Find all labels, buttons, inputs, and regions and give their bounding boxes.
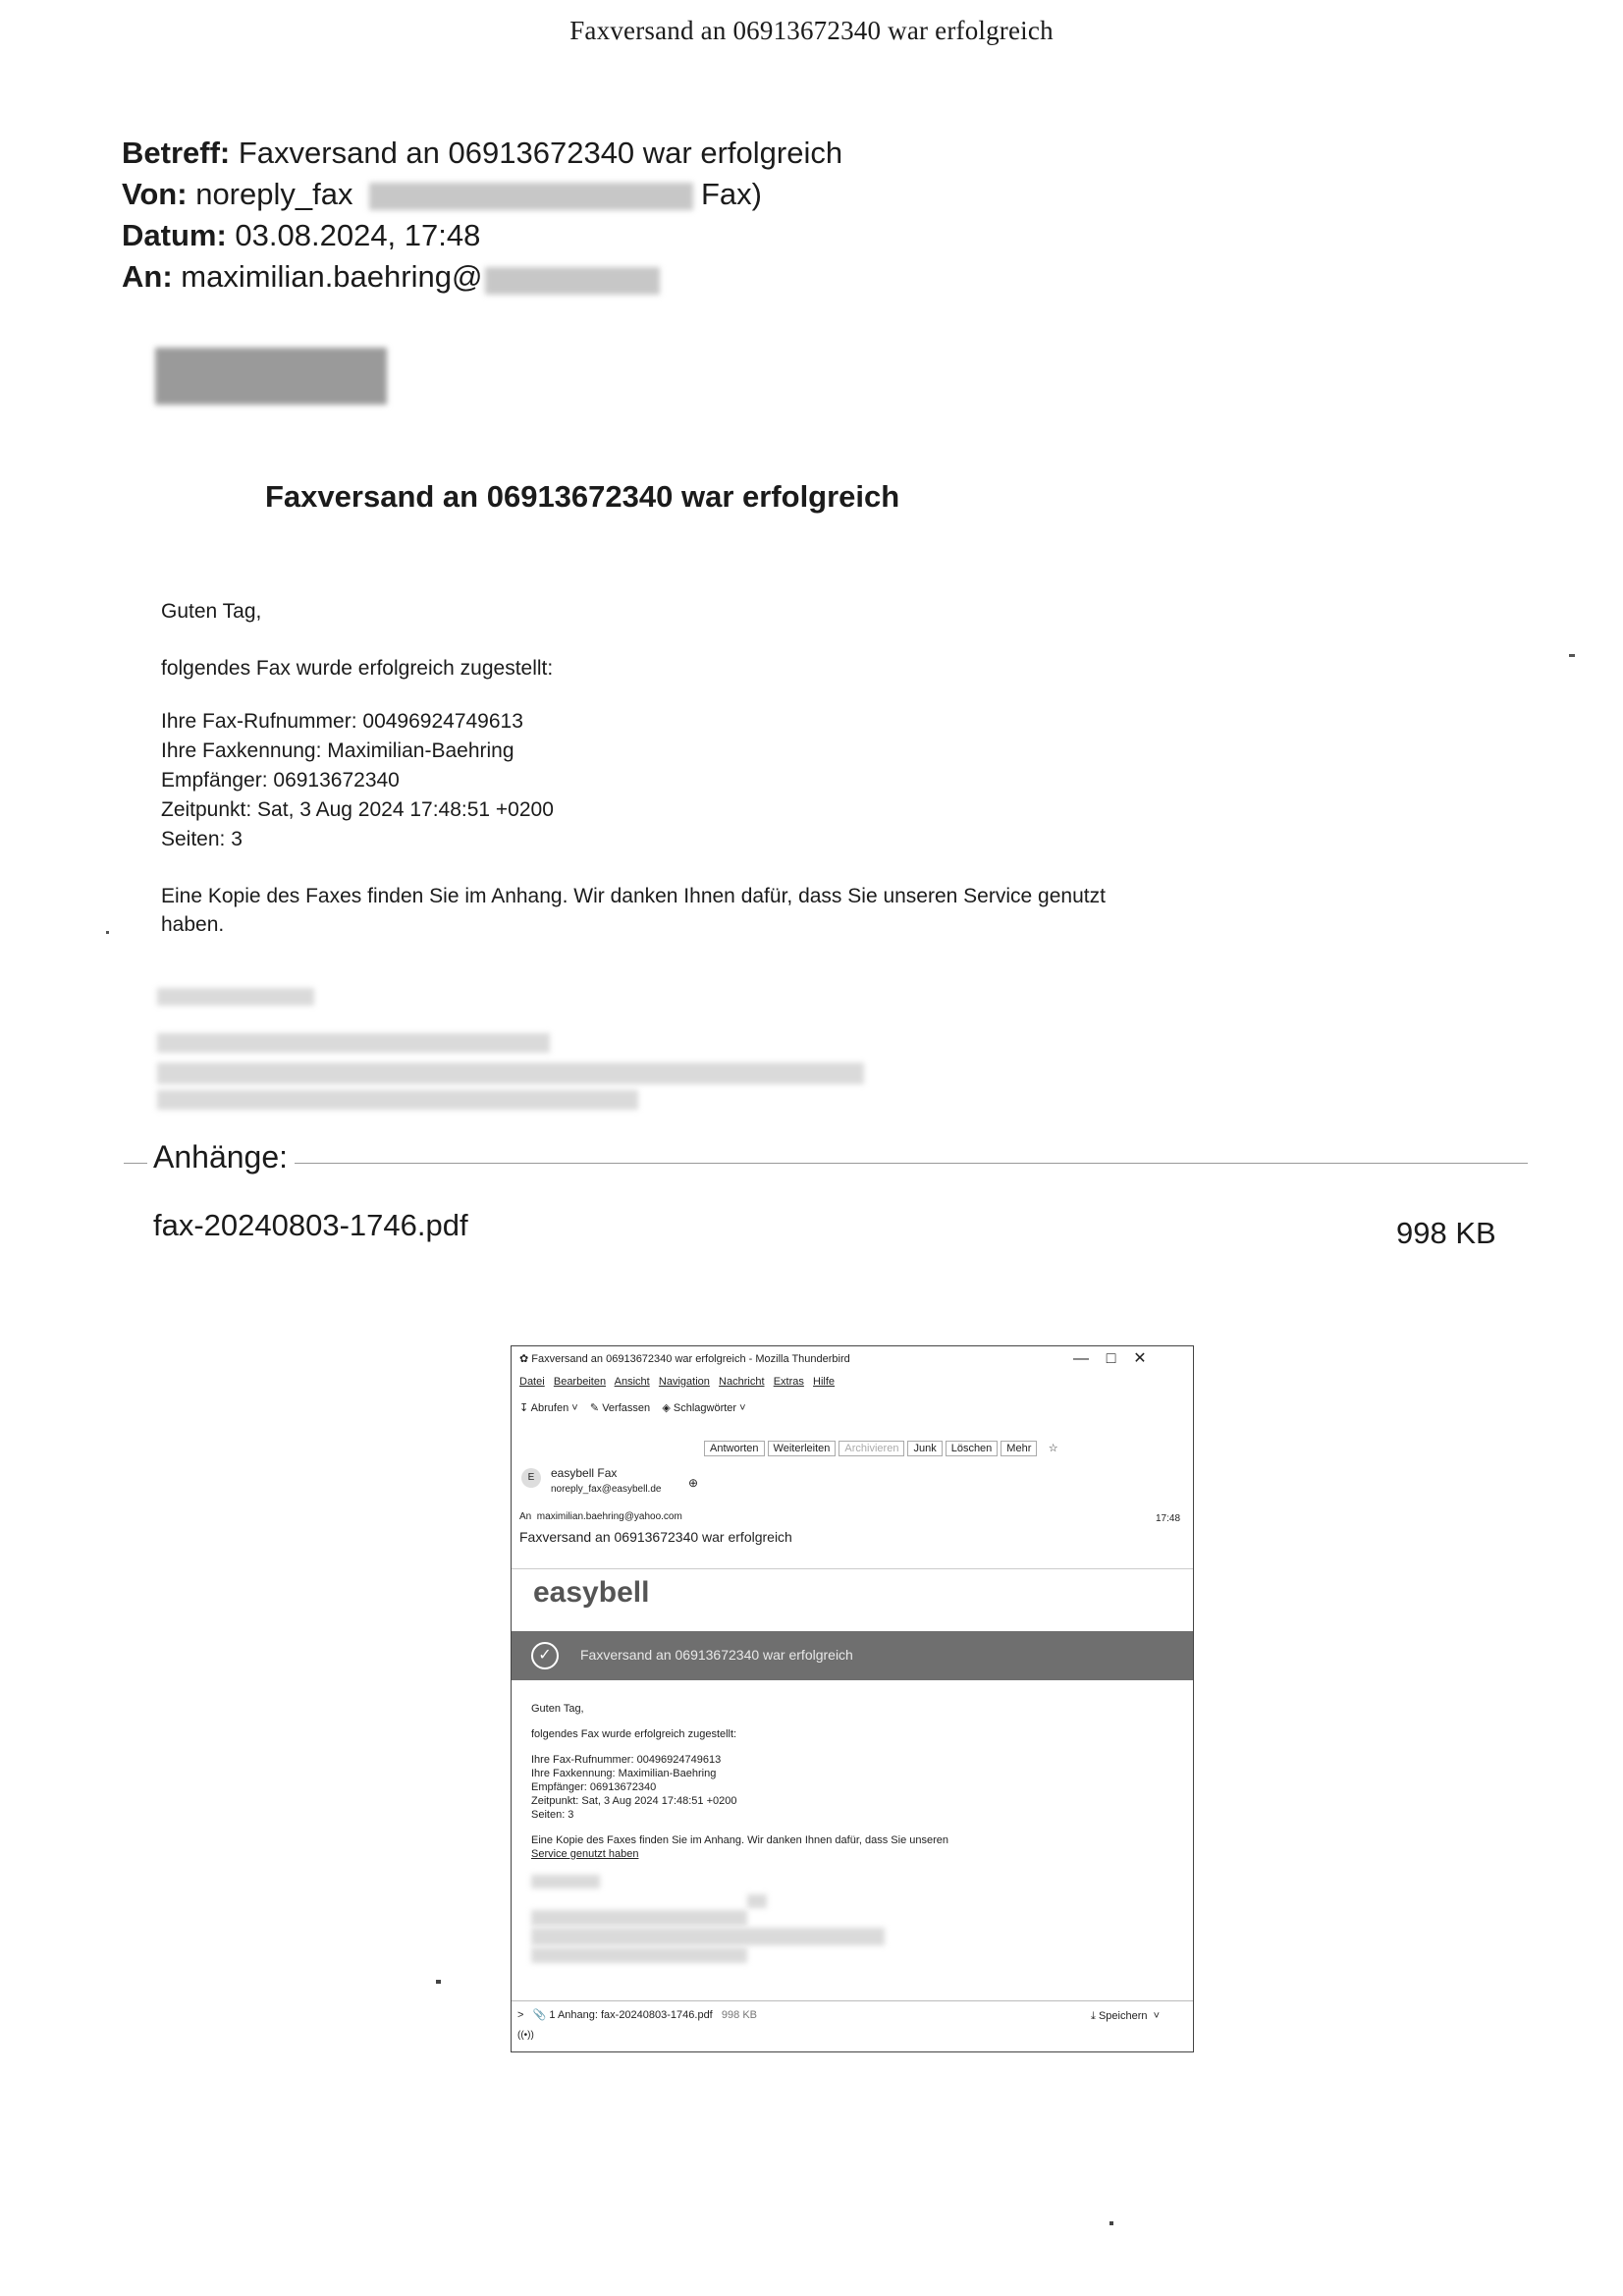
- subject-label: Betreff:: [122, 136, 231, 170]
- tb-redacted-3: [531, 1910, 747, 1926]
- to-value: maximilian.baehring@: [181, 259, 483, 294]
- from-value: noreply_fax: [195, 177, 353, 211]
- tb-window-title: Faxversand an 06913672340 war erfolgreich - Mozilla Thunderbird: [531, 1353, 850, 1365]
- tb-divider: [512, 1568, 1193, 1569]
- tb-attachment-size: 998 KB: [721, 2009, 758, 2021]
- tb-timestamp: Zeitpunkt: Sat, 3 Aug 2024 17:48:51 +0200: [531, 1795, 737, 1807]
- tb-recipient: Empfänger: 06913672340: [531, 1781, 657, 1793]
- tb-closing-1: Eine Kopie des Faxes finden Sie im Anhang. Wir danken Ihnen dafür, dass Sie unseren: [531, 1834, 948, 1846]
- menu-bearbeiten[interactable]: Bearbeiten: [553, 1376, 607, 1388]
- attachment-file-size: 998 KB: [1396, 1216, 1496, 1250]
- thunderbird-icon: ✿: [519, 1353, 529, 1365]
- tb-greeting: Guten Tag,: [531, 1703, 584, 1715]
- menu-datei[interactable]: Datei: [519, 1376, 545, 1388]
- from-label: Von:: [122, 177, 188, 211]
- redacted-from: [369, 183, 693, 210]
- date-label: Datum:: [122, 218, 227, 252]
- fax-id-line: Ihre Faxkennung: Maximilian-Baehring: [161, 739, 514, 762]
- from-header: [122, 175, 352, 214]
- fetch-icon: ↧: [519, 1402, 529, 1414]
- redacted-signature-3: [157, 1063, 864, 1084]
- subject-header: [122, 134, 842, 173]
- tb-redacted-1: [531, 1875, 600, 1888]
- tb-easybell-logo: easybell: [533, 1576, 650, 1609]
- scan-speck: [106, 931, 109, 934]
- mail-heading: Faxversand an 06913672340 war erfolgreich: [265, 479, 900, 514]
- timestamp-line: Zeitpunkt: Sat, 3 Aug 2024 17:48:51 +0200: [161, 798, 554, 821]
- recipient-line: Empfänger: 06913672340: [161, 769, 400, 792]
- page-title: Faxversand an 06913672340 war erfolgreich: [569, 16, 1054, 45]
- tb-save-button[interactable]: Speichern: [1098, 2010, 1148, 2022]
- attachments-divider: [124, 1163, 1528, 1164]
- pencil-icon: ✎: [589, 1402, 600, 1414]
- menu-ansicht[interactable]: Ansicht: [614, 1376, 650, 1388]
- intro-line: folgendes Fax wurde erfolgreich zugestellt:: [161, 657, 554, 680]
- tb-pages: Seiten: 3: [531, 1809, 574, 1821]
- redacted-logo: [155, 348, 387, 405]
- compose-button[interactable]: Verfassen: [602, 1402, 651, 1414]
- checkmark-icon: ✓: [531, 1642, 559, 1669]
- add-contact-icon[interactable]: ⊕: [688, 1476, 699, 1490]
- greeting: Guten Tag,: [161, 600, 262, 623]
- to-label: An:: [122, 259, 173, 294]
- minimize-icon[interactable]: —: [1073, 1350, 1089, 1367]
- date-header: [122, 216, 480, 255]
- tb-attachment-label[interactable]: 1 Anhang: fax-20240803-1746.pdf: [549, 2009, 713, 2021]
- activity-icon[interactable]: ((•)): [517, 2030, 534, 2041]
- download-icon: ⤓: [1091, 2010, 1096, 2022]
- tb-save-control[interactable]: ⤓ Speichern ˅: [1091, 2010, 1161, 2022]
- redacted-signature-1: [157, 988, 314, 1006]
- delete-button[interactable]: Löschen: [946, 1441, 999, 1456]
- redacted-signature-2: [157, 1033, 550, 1053]
- tb-sender-name[interactable]: easybell Fax: [551, 1466, 618, 1480]
- tb-time: 17:48: [1156, 1513, 1181, 1524]
- tags-button[interactable]: Schlagwörter: [673, 1402, 737, 1414]
- forward-button[interactable]: Weiterleiten: [768, 1441, 837, 1456]
- redacted-signature-4: [157, 1090, 638, 1110]
- tb-subject: Faxversand an 06913672340 war erfolgreich: [519, 1529, 792, 1545]
- pages-line: Seiten: 3: [161, 828, 243, 850]
- tb-main-toolbar: ↧ Abrufen ˅ ✎ Verfassen ◈ Schlagwörter ˅: [519, 1402, 746, 1414]
- fetch-button[interactable]: Abrufen: [530, 1402, 569, 1414]
- scan-speck: [1569, 654, 1575, 657]
- more-button[interactable]: Mehr: [1001, 1441, 1037, 1456]
- attachments-title: Anhänge:: [153, 1139, 289, 1175]
- tb-intro: folgendes Fax wurde erfolgreich zugestellt:: [531, 1728, 737, 1740]
- archive-button[interactable]: Archivieren: [839, 1441, 904, 1456]
- tb-closing-2: Service genutzt haben: [531, 1848, 639, 1860]
- tag-icon: ◈: [662, 1402, 671, 1414]
- menu-nachricht[interactable]: Nachricht: [719, 1376, 765, 1388]
- tb-to-email[interactable]: maximilian.baehring@yahoo.com: [536, 1511, 682, 1522]
- tb-sender-email[interactable]: noreply_fax@easybell.de: [551, 1484, 662, 1495]
- tb-attachment-bar: [512, 2000, 1193, 2001]
- tb-to-row: [519, 1511, 682, 1522]
- maximize-icon[interactable]: □: [1106, 1350, 1116, 1367]
- tb-redacted-2: [747, 1894, 767, 1908]
- attachment-file-name[interactable]: fax-20240803-1746.pdf: [153, 1208, 468, 1242]
- menu-navigation[interactable]: Navigation: [658, 1376, 710, 1388]
- subject-value: Faxversand an 06913672340 war erfolgreich: [238, 136, 843, 170]
- redacted-to: [485, 267, 660, 295]
- chevron-right-icon[interactable]: >: [517, 2009, 524, 2021]
- thunderbird-screenshot: [511, 1345, 1194, 2052]
- tb-to-label: An: [519, 1511, 532, 1522]
- tb-message-actions: [704, 1441, 1066, 1456]
- from-value-end: Fax): [701, 177, 762, 211]
- avatar: E: [521, 1468, 541, 1488]
- date-value: 03.08.2024, 17:48: [235, 218, 481, 252]
- scan-speck: [436, 1980, 441, 1984]
- tb-fax-number: Ihre Fax-Rufnummer: 00496924749613: [531, 1754, 722, 1766]
- junk-button[interactable]: Junk: [907, 1441, 942, 1456]
- scan-speck: [1109, 2221, 1113, 2225]
- tb-banner-text: Faxversand an 06913672340 war erfolgreich: [580, 1647, 853, 1663]
- star-icon[interactable]: ☆: [1048, 1443, 1058, 1454]
- tb-title-bar: [519, 1352, 850, 1365]
- tb-window-controls: [1073, 1348, 1147, 1368]
- menu-hilfe[interactable]: Hilfe: [813, 1376, 836, 1388]
- closing-line-2: haben.: [161, 913, 225, 936]
- tb-fax-id: Ihre Faxkennung: Maximilian-Baehring: [531, 1768, 717, 1779]
- reply-button[interactable]: Antworten: [704, 1441, 765, 1456]
- fax-number-line: Ihre Fax-Rufnummer: 00496924749613: [161, 710, 523, 733]
- tb-redacted-5: [531, 1947, 747, 1963]
- close-icon[interactable]: ✕: [1133, 1350, 1147, 1367]
- tb-redacted-4: [531, 1928, 885, 1945]
- tb-success-banner: [512, 1631, 1193, 1680]
- tb-attachment-row[interactable]: [517, 2008, 757, 2021]
- menu-extras[interactable]: Extras: [773, 1376, 804, 1388]
- closing-line-1: Eine Kopie des Faxes finden Sie im Anhang. Wir danken Ihnen dafür, dass Sie unseren Service genutzt: [161, 885, 1106, 907]
- to-header: [122, 257, 482, 297]
- tb-menu-bar: [519, 1376, 835, 1388]
- paperclip-icon: 📎: [532, 2009, 547, 2021]
